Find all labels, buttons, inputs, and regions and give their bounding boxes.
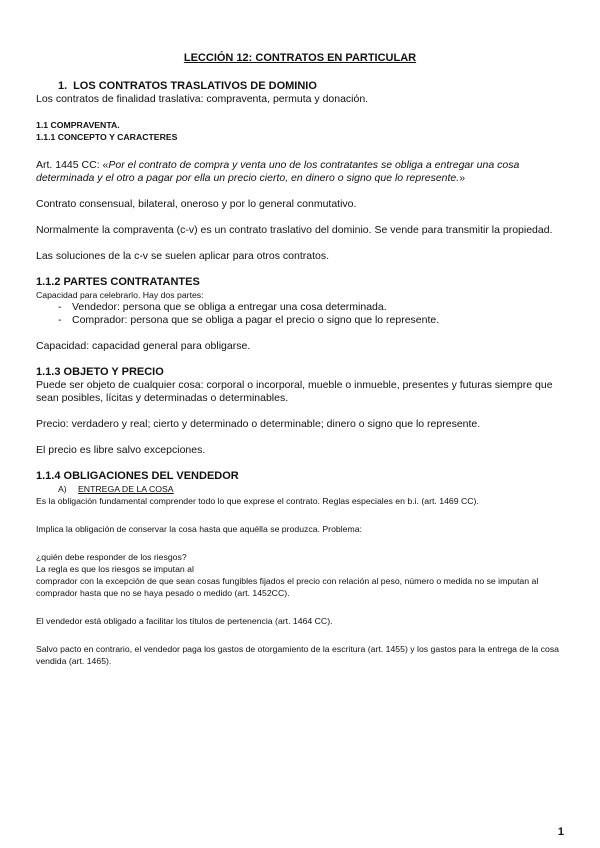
section-heading-text: LOS CONTRATOS TRASLATIVOS DE DOMINIO — [73, 80, 317, 92]
page-number: 1 — [557, 826, 564, 838]
partes-list — [36, 301, 564, 327]
paragraph-regla: La regla es que los riesgos se imputan al — [36, 564, 194, 574]
section-number: 1. — [58, 80, 68, 92]
article-suffix: » — [459, 172, 466, 184]
paragraph-implica: Implica la obligación de conservar la cosa hasta que aquélla se produzca. Problema: — [36, 524, 362, 534]
paragraph-consensual: Contrato consensual, bilateral, oneroso y por lo general conmutativo. — [36, 198, 357, 210]
subheading-text: ENTREGA DE LA COSA — [78, 484, 174, 494]
paragraph-soluciones: Las soluciones de la c-v se suelen aplicar para otros contratos. — [36, 250, 329, 262]
subsection-heading-1-1-3: 1.1.3 OBJETO Y PRECIO — [36, 366, 164, 378]
subheading-label: A) — [58, 484, 67, 494]
article-text: Por el contrato de compra y venta uno de los contratantes se obliga a entregar una cosa determinada y el otro a pagar por ella un precio cierto, en dinero o signo que lo represente. — [36, 159, 520, 184]
list-item — [36, 314, 564, 327]
paragraph-precio-libre: El precio es libre salvo excepciones. — [36, 444, 206, 456]
article-1445-quote — [36, 159, 564, 185]
subsection-heading-1-1: 1.1 COMPRAVENTA. — [36, 120, 120, 130]
subsection-heading-1-1-2: 1.1.2 PARTES CONTRATANTES — [36, 276, 200, 288]
subsection-heading-1-1-4: 1.1.4 OBLIGACIONES DEL VENDEDOR — [36, 470, 239, 482]
paragraph-titulos: El vendedor está obligado a facilitar los títulos de pertenencia (art. 1464 CC). — [36, 616, 333, 626]
subsection-heading-1-1-1: 1.1.1 CONCEPTO Y CARACTERES — [36, 132, 178, 142]
paragraph-capacidad: Capacidad: capacidad general para obligarse. — [36, 340, 251, 352]
paragraph-normalmente: Normalmente la compraventa (c-v) es un contrato traslativo del dominio. Se vende para transmitir la propiedad. — [36, 224, 553, 236]
paragraph-quien: ¿quién debe responder de los riesgos? — [36, 552, 187, 562]
list-item-text: Comprador: persona que se obliga a pagar el precio o signo que lo represente. — [72, 314, 440, 326]
paragraph-capacidad-celebrar: Capacidad para celebrarlo. Hay dos partes: — [36, 290, 204, 300]
article-prefix: Art. 1445 CC: « — [36, 159, 109, 171]
paragraph-comprador: comprador con la excepción de que sean cosas fungibles fijados el precio con relación al peso, número o medida no se imputan al comprador hasta que no se haya pesado o medido (art. 1452CC). — [36, 576, 539, 598]
paragraph-objeto: Puede ser objeto de cualquier cosa: corporal o incorporal, mueble o inmueble, presentes y futuras siempre que sean posibles, lícitas y determinadas o determinables. — [36, 379, 553, 404]
paragraph-obligacion: Es la obligación fundamental comprender todo lo que exprese el contrato. Reglas especiales en b.i. (art. 1469 CC). — [36, 496, 479, 506]
page-title: LECCIÓN 12: CONTRATOS EN PARTICULAR — [183, 52, 417, 64]
list-item-text: Vendedor: persona que se obliga a entregar una cosa determinada. — [72, 301, 387, 313]
section-heading-1 — [58, 80, 564, 93]
subheading-entrega — [36, 483, 564, 495]
paragraph-salvo: Salvo pacto en contrario, el vendedor paga los gastos de otorgamiento de la escritura (art. 1455) y los gastos para la entrega de la cosa vendida (art. 1465). — [36, 644, 560, 666]
dash-bullet: - — [58, 314, 62, 326]
list-item — [36, 301, 564, 314]
document-page — [36, 46, 564, 667]
dash-bullet: - — [58, 301, 62, 313]
paragraph-precio: Precio: verdadero y real; cierto y determinado o determinable; dinero o signo que lo represente. — [36, 418, 481, 430]
intro-paragraph: Los contratos de finalidad traslativa: compraventa, permuta y donación. — [36, 93, 369, 105]
